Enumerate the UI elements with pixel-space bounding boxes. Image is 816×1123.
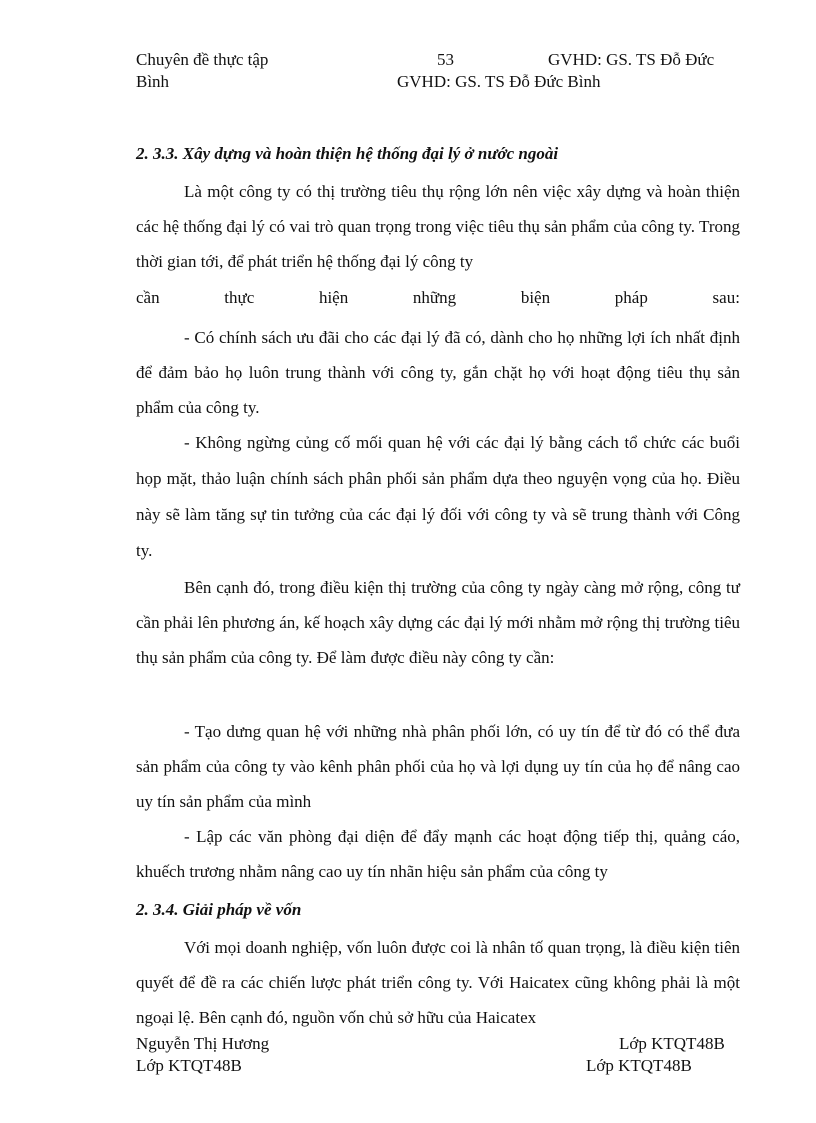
section-heading-334: 2. 3.4. Giải pháp về vốn (136, 900, 302, 919)
footer-class: Lớp KTQT48B (619, 1034, 725, 1053)
paragraph-expansion: Bên cạnh đó, trong điều kiện thị trường của công ty ngày càng mở rộng, công tư cần phải lên phương án, kế hoạch xây dựng các đại lý mới nhằm mở rộng thị trường tiêu thụ sản phẩm của công ty. Để làm được điều này công ty cần: (136, 578, 740, 667)
word: hiện (318, 288, 349, 307)
bullet-distributor-relations: - Tạo dưng quan hệ với những nhà phân phối lớn, có uy tín để từ đó có thể đưa sản phẩm của công ty vào kênh phân phối của họ và lợi dụng uy tín của họ để nâng cao uy tín sản phẩm của mình (136, 722, 740, 811)
bullet-representative-offices: - Lập các văn phòng đại diện để đẩy mạnh các hoạt động tiếp thị, quảng cáo, khuếch trương nhằm nâng cao uy tín nhãn hiệu sản phẩm của công ty (136, 827, 740, 881)
word: pháp (614, 288, 648, 307)
page-number: 53 (437, 50, 454, 69)
word: cần (136, 288, 160, 307)
footer-class-left: Lớp KTQT48B (136, 1056, 242, 1075)
section-heading-333: 2. 3.3. Xây dựng và hoàn thiện hệ thống đại lý ở nước ngoài (136, 144, 559, 163)
header-supervisor-full: GVHD: GS. TS Đỗ Đức Bình (397, 72, 601, 91)
word: những (412, 288, 457, 307)
word: biện (520, 288, 551, 307)
header-continuation: Bình (136, 72, 170, 91)
bullet-preferential-policy: - Có chính sách ưu đãi cho các đại lý đã có, dành cho họ những lợi ích nhất định để đảm bảo họ luôn trung thành với công ty, gắn chặt họ với hoạt động tiêu thụ sản phẩm của công ty. (136, 328, 740, 417)
paragraph-intro: Là một công ty có thị trường tiêu thụ rộng lớn nên việc xây dựng và hoàn thiện các hệ thống đại lý có vai trò quan trọng trong việc tiêu thụ sản phẩm của công ty. Trong thời gian tới, để phát triển hệ thống đại lý công ty (136, 182, 740, 271)
header-title: Chuyên đề thực tập (136, 50, 269, 69)
word: sau: (712, 288, 740, 307)
paragraph-intro-last-line (136, 280, 740, 315)
header-supervisor: GVHD: GS. TS Đỗ Đức (548, 50, 715, 69)
word: thực (224, 288, 255, 307)
footer-class-right: Lớp KTQT48B (586, 1056, 692, 1075)
bullet-strengthen-relations: - Không ngừng củng cố mối quan hệ với các đại lý bằng cách tổ chức các buổi họp mặt, thảo luận chính sách phân phối sản phẩm dựa theo nguyện vọng của họ. Điều này sẽ làm tăng sự tin tưởng của các đại lý đối với công ty và sẽ trung thành với Công ty. (136, 433, 740, 560)
paragraph-capital: Với mọi doanh nghiệp, vốn luôn được coi là nhân tố quan trọng, là điều kiện tiên quyết để đề ra các chiến lược phát triển công ty. Với Haicatex cũng không phải là một ngoại lệ. Bên cạnh đó, nguồn vốn chủ sở hữu của Haicatex (136, 938, 740, 1027)
footer-author: Nguyễn Thị Hương (136, 1034, 270, 1053)
